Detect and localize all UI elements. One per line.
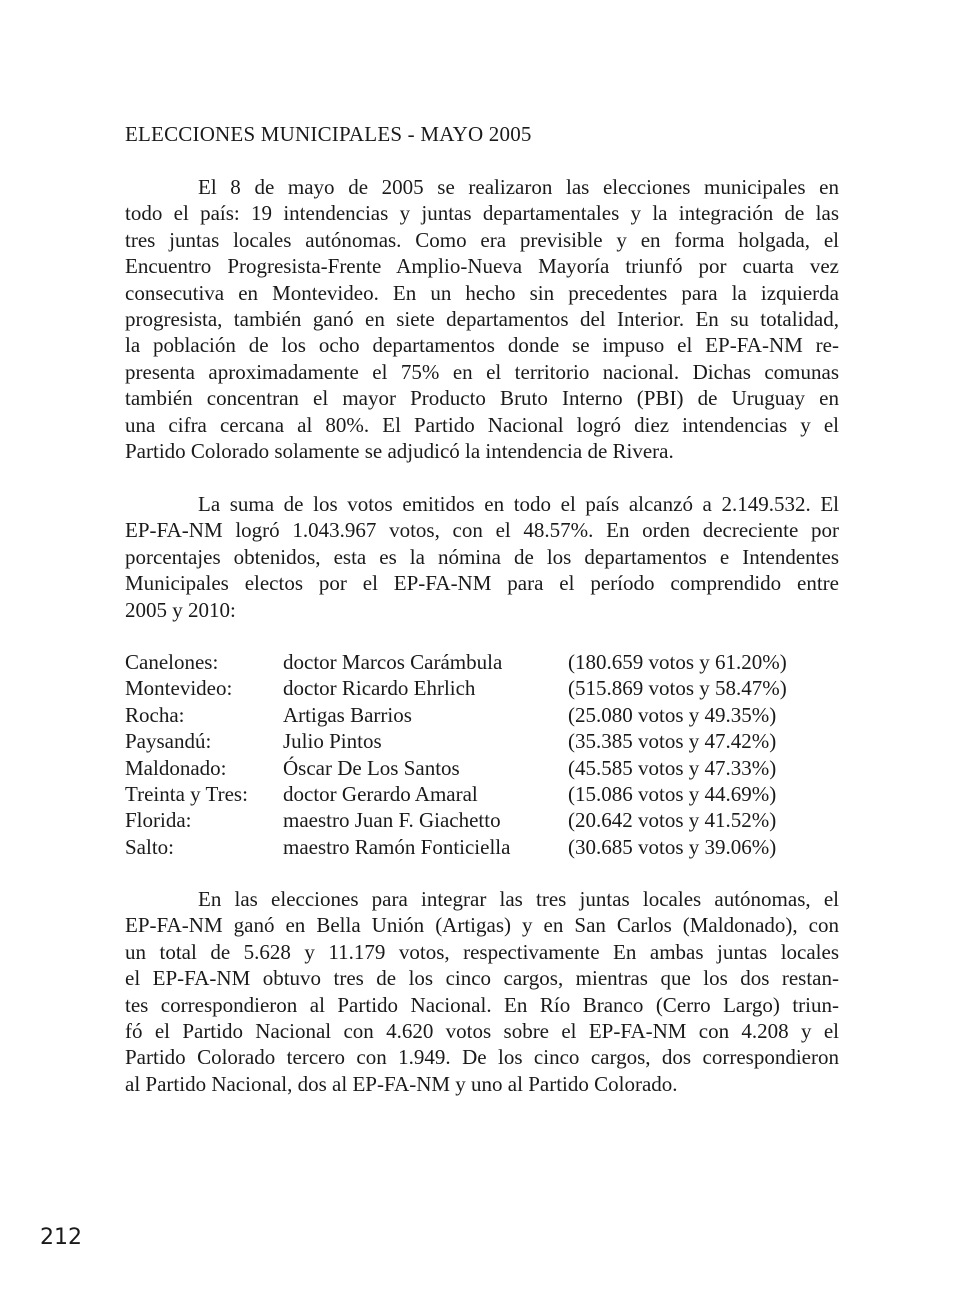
paragraph-line: Partido Colorado solamente se adjudicó la intendencia de Rivera. (125, 439, 674, 464)
paragraph-2 (125, 491, 839, 623)
mayor-name: maestro Juan F. Giachetto (283, 808, 501, 833)
vote-result: (20.642 votos y 41.52%) (568, 808, 777, 833)
department-name: Paysandú: (125, 729, 212, 754)
paragraph-line: 2005 y 2010: (125, 597, 236, 622)
paragraph-line: EP-FA-NM ganó en Bella Unión (Artigas) y en San Carlos (Maldonado), con (125, 913, 839, 938)
department-name: Rocha: (125, 702, 185, 727)
department-name: Maldonado: (125, 755, 227, 780)
mayor-name: doctor Marcos Carámbula (283, 650, 503, 674)
vote-result: (25.080 votos y 49.35%) (568, 702, 777, 727)
paragraph-line: progresista, también ganó en siete departamentos del Interior. En su totalidad, (125, 307, 839, 332)
paragraph-line: El 8 de mayo de 2005 se realizaron las elecciones municipales en (198, 175, 839, 199)
vote-result: (35.385 votos y 47.42%) (568, 729, 777, 754)
paragraph-3 (125, 886, 839, 1097)
department-name: Treinta y Tres: (125, 781, 248, 806)
vote-result: (45.585 votos y 47.33%) (568, 755, 777, 780)
department-name: Salto: (125, 834, 175, 859)
vote-result: (30.685 votos y 39.06%) (568, 834, 777, 859)
paragraph-line: consecutiva en Montevideo. En un hecho sin precedentes para la izquierda (125, 280, 839, 305)
paragraph-line: Encuentro Progresista-Frente Amplio-Nueva Mayoría triunfó por cuarta vez (125, 254, 839, 279)
vote-result: (180.659 votos y 61.20%) (568, 650, 787, 674)
paragraph-line: La suma de los votos emitidos en todo el país alcanzó a 2.149.532. El (198, 492, 839, 516)
paragraph-line: porcentajes obtenidos, esta es la nómina de los departamentos e Intendentes (125, 544, 839, 569)
mayor-name: maestro Ramón Fonticiella (283, 834, 511, 859)
page-number: 212 (40, 1225, 82, 1250)
vote-result: (515.869 votos y 58.47%) (568, 676, 787, 701)
paragraph-line: el EP-FA-NM obtuvo tres de los cinco cargos, mientras que los dos restan- (125, 966, 839, 991)
paragraph-line: presenta aproximadamente el 75% en el territorio nacional. Dichas comunas (125, 359, 839, 384)
mayor-name: Julio Pintos (283, 729, 382, 754)
paragraph-line: al Partido Nacional, dos al EP-FA-NM y uno al Partido Colorado. (125, 1071, 678, 1096)
mayor-name: Óscar De Los Santos (283, 755, 460, 780)
paragraph-1 (125, 174, 839, 464)
mayor-name: Artigas Barrios (283, 702, 412, 727)
paragraph-line: EP-FA-NM logró 1.043.967 votos, con el 48.57%. En orden decreciente por (125, 518, 839, 543)
department-name: Canelones: (125, 650, 219, 674)
paragraph-line: una cifra cercana al 80%. El Partido Nacional logró diez intendencias y el (125, 412, 839, 437)
paragraph-line: Municipales electos por el EP-FA-NM para el período comprendido entre (125, 571, 839, 596)
paragraph-line: En las elecciones para integrar las tres juntas locales autónomas, el (198, 887, 839, 911)
paragraph-line: también concentran el mayor Producto Bruto Interno (PBI) de Uruguay en (125, 386, 839, 411)
mayor-name: doctor Ricardo Ehrlich (283, 676, 476, 701)
mayor-name: doctor Gerardo Amaral (283, 781, 478, 806)
vote-result: (15.086 votos y 44.69%) (568, 781, 777, 806)
department-name: Montevideo: (125, 676, 233, 701)
paragraph-line: tes correspondieron al Partido Nacional. En Río Branco (Cerro Largo) triun- (125, 992, 839, 1017)
paragraph-line: fó el Partido Nacional con 4.620 votos sobre el EP-FA-NM con 4.208 y el (125, 1019, 839, 1044)
paragraph-line: tres juntas locales autónomas. Como era previsible y en forma holgada, el (125, 227, 839, 252)
paragraph-line: un total de 5.628 y 11.179 votos, respectivamente En ambas juntas locales (125, 939, 839, 964)
paragraph-line: la población de los ocho departamentos donde se impuso el EP-FA-NM re- (125, 333, 839, 358)
paragraph-line: todo el país: 19 intendencias y juntas departamentales y la integración de las (125, 201, 839, 226)
page-title: ELECCIONES MUNICIPALES - MAYO 2005 (125, 122, 532, 146)
paragraph-line: Partido Colorado tercero con 1.949. De los cinco cargos, dos correspondieron (125, 1045, 839, 1070)
department-name: Florida: (125, 808, 192, 833)
